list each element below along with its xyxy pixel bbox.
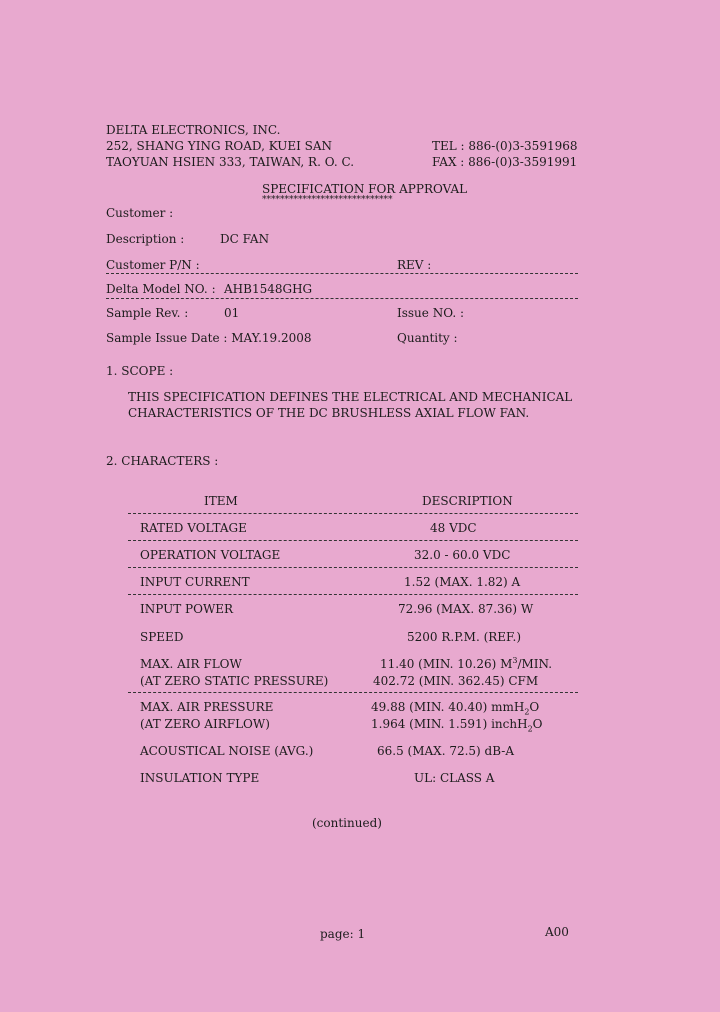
customer-label: Customer : xyxy=(106,206,174,220)
sample-issue-date: Sample Issue Date : MAY.19.2008 xyxy=(106,331,312,345)
air-flow-desc-line-2: 402.72 (MIN. 362.45) CFM xyxy=(373,674,539,688)
customer-pn-label: Customer P/N : xyxy=(106,258,200,272)
input-power-item: INPUT POWER xyxy=(140,602,234,616)
company-name: DELTA ELECTRONICS, INC. xyxy=(106,123,281,137)
company-address-1: 252, SHANG YING ROAD, KUEI SAN xyxy=(106,139,333,153)
speed-item: SPEED xyxy=(140,630,184,644)
document-code: A00 xyxy=(545,925,569,939)
document-title: SPECIFICATION FOR APPROVAL xyxy=(262,182,468,196)
description-value: DC FAN xyxy=(220,232,270,246)
scope-text-line-1: THIS SPECIFICATION DEFINES THE ELECTRICAL AND MECHANICAL xyxy=(128,390,573,404)
table-divider xyxy=(128,513,578,514)
table-divider xyxy=(128,567,578,568)
input-current-item: INPUT CURRENT xyxy=(140,575,250,589)
sample-rev-label: Sample Rev. : xyxy=(106,306,189,320)
table-divider xyxy=(128,692,578,693)
acoustical-noise-desc: 66.5 (MAX. 72.5) dB-A xyxy=(377,744,514,758)
sample-rev-value: 01 xyxy=(224,306,240,320)
issue-no-label: Issue NO. : xyxy=(397,306,465,320)
table-divider xyxy=(128,540,578,541)
air-flow-item-line-1: MAX. AIR FLOW xyxy=(140,657,242,671)
rev-label: REV : xyxy=(397,258,432,272)
input-power-desc: 72.96 (MAX. 87.36) W xyxy=(398,602,534,616)
operation-voltage-item: OPERATION VOLTAGE xyxy=(140,548,281,562)
air-pressure-item-line-1: MAX. AIR PRESSURE xyxy=(140,700,274,714)
description-label: Description : xyxy=(106,232,185,246)
rated-voltage-desc: 48 VDC xyxy=(430,521,477,535)
air-flow-desc-line-1: 11.40 (MIN. 10.26) $M^3$/MIN. xyxy=(380,656,553,671)
input-current-desc: 1.52 (MAX. 1.82) A xyxy=(404,575,521,589)
model-value: AHB1548GHG xyxy=(224,282,313,296)
operation-voltage-desc: 32.0 - 60.0 VDC xyxy=(414,548,511,562)
insulation-type-item: INSULATION TYPE xyxy=(140,771,260,785)
air-pressure-desc-line-1: 49.88 (MIN. 40.40) mmH$_2$O xyxy=(371,700,540,717)
insulation-type-desc: UL: CLASS A xyxy=(414,771,495,785)
company-address-2: TAOYUAN HSIEN 333, TAIWAN, R. O. C. xyxy=(106,155,355,169)
air-pressure-desc-line-2: 1.964 (MIN. 1.591) inchH$_2$O xyxy=(371,717,543,734)
divider-line xyxy=(106,273,578,274)
continued-note: (continued) xyxy=(312,816,382,830)
page-number: page: 1 xyxy=(320,927,366,941)
title-underline-stars: ***************************** xyxy=(262,195,393,205)
speed-desc: 5200 R.P.M. (REF.) xyxy=(407,630,522,644)
quantity-label: Quantity : xyxy=(397,331,458,345)
air-flow-item-line-2: (AT ZERO STATIC PRESSURE) xyxy=(140,674,329,688)
column-header-item: ITEM xyxy=(204,494,238,508)
scope-text-line-2: CHARACTERISTICS OF THE DC BRUSHLESS AXIAL FLOW FAN. xyxy=(128,406,530,420)
fax-number: FAX : 886-(0)3-3591991 xyxy=(432,155,578,169)
model-label: Delta Model NO. : xyxy=(106,282,216,296)
divider-line xyxy=(106,298,578,299)
acoustical-noise-item: ACOUSTICAL NOISE (AVG.) xyxy=(140,744,314,758)
characters-heading: 2. CHARACTERS : xyxy=(106,454,219,468)
tel-number: TEL : 886-(0)3-3591968 xyxy=(432,139,578,153)
scope-heading: 1. SCOPE : xyxy=(106,364,174,378)
column-header-description: DESCRIPTION xyxy=(422,494,513,508)
rated-voltage-item: RATED VOLTAGE xyxy=(140,521,247,535)
table-divider xyxy=(128,594,578,595)
air-pressure-item-line-2: (AT ZERO AIRFLOW) xyxy=(140,717,270,731)
